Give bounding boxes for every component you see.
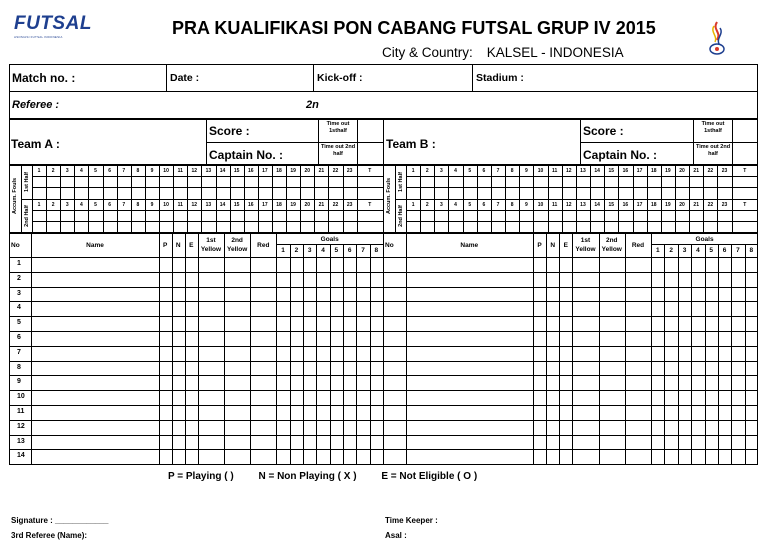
team-b-foul-number: 17 (636, 168, 643, 174)
team-a-foul-number: 22 (332, 168, 339, 174)
team-b-first-half-label: 1st Half (398, 172, 404, 192)
team-b-foul-number: 21 (693, 202, 699, 208)
team-b-goal-col-number: 1 (655, 247, 660, 254)
divider (330, 244, 331, 465)
team-a-foul-number: 13 (205, 168, 212, 174)
team-a-foul-number: 3 (65, 202, 69, 208)
team-a-foul-number: 9 (150, 202, 154, 208)
divider (370, 244, 371, 465)
team-a-foul-number: 2 (51, 168, 55, 174)
referee-label: Referee : (12, 99, 60, 111)
team-b-captain-label: Captain No. : (583, 148, 657, 162)
team-b-goal-col-number: 7 (736, 247, 740, 254)
team-a-col-first-yellow: 1st Yellow (200, 237, 222, 253)
divider (9, 346, 383, 347)
team-a-foul-number: 6 (108, 202, 112, 208)
team-a-foul-number: 18 (276, 168, 282, 174)
team-b-foul-number: 19 (665, 168, 671, 174)
divider (383, 257, 758, 258)
divider (625, 233, 626, 465)
divider (580, 142, 758, 143)
time-keeper-label: Time Keeper : (385, 516, 438, 525)
team-b-foul-number: 5 (468, 168, 472, 174)
divider (9, 361, 383, 362)
team-b-foul-number: 13 (580, 202, 586, 208)
roster-box (9, 233, 758, 465)
team-b-goal-col-number: 8 (749, 247, 754, 254)
pon-emblem-icon (706, 20, 728, 56)
divider (383, 375, 758, 376)
team-b-foul-number: 8 (510, 168, 514, 174)
divider (572, 233, 573, 465)
team-a-goal-col-number: 1 (281, 247, 285, 254)
team-a-foul-number: 9 (150, 168, 154, 174)
divider (9, 287, 383, 288)
team-b-foul-number: 18 (650, 202, 657, 208)
team-b-foul-number: 2 (425, 202, 429, 208)
team-b-foul-number: 4 (454, 168, 457, 174)
team-b-foul-number: 23 (721, 168, 728, 174)
team-a-timeout-1: Time out 1sthalf (326, 121, 350, 134)
divider (705, 244, 706, 465)
divider (9, 420, 383, 421)
team-b-foul-number: 7 (496, 168, 500, 174)
divider (745, 244, 746, 465)
divider (383, 435, 758, 436)
team-a-foul-number: 14 (219, 168, 226, 174)
team-b-foul-number: 21 (693, 168, 699, 174)
team-a-foul-number: 21 (318, 202, 325, 208)
team-a-foul-number: 16 (248, 202, 254, 208)
divider (9, 375, 383, 376)
team-b-foul-number: 6 (482, 168, 486, 174)
team-b-foul-number: 9 (524, 202, 528, 208)
team-a-second-half-label: 2nd Half (24, 205, 30, 227)
team-b-foul-number: 20 (679, 202, 685, 208)
team-a-label: Team A : (11, 137, 60, 151)
divider (159, 233, 160, 465)
divider (406, 176, 758, 177)
team-a-foul-number: 16 (248, 168, 254, 174)
team-a-row-number: 8 (17, 363, 21, 371)
divider (9, 390, 383, 391)
team-a-foul-number: 13 (205, 202, 212, 208)
team-a-foul-number: 11 (177, 168, 183, 174)
team-a-goal-col-number: 4 (321, 247, 325, 254)
team-a-goal-col-number: 6 (347, 247, 352, 254)
team-a-foul-total: T (368, 168, 372, 174)
team-a-foul-number: 14 (219, 202, 226, 208)
team-a-foul-number: 12 (191, 202, 198, 208)
legend-non-playing: N = Non Playing ( X ) (258, 471, 357, 482)
team-b-col-red: Red (631, 242, 645, 249)
team-b-foul-number: 18 (650, 168, 657, 174)
team-b-foul-total: T (743, 168, 747, 174)
team-a-foul-number: 8 (136, 202, 140, 208)
team-a-col-goals: Goals (320, 236, 339, 243)
team-b-goal-col-number: 4 (696, 247, 700, 254)
team-a-goal-col-number: 3 (307, 247, 312, 254)
team-b-foul-number: 11 (551, 202, 558, 208)
team-a-row-number: 5 (17, 319, 21, 327)
team-a-row-number: 1 (17, 260, 21, 267)
divider (32, 176, 383, 177)
divider (356, 244, 357, 465)
team-b-col-e: E (563, 242, 568, 249)
team-b-foul-total: T (743, 202, 747, 208)
legend (168, 471, 499, 482)
futsal-logo (14, 14, 94, 44)
team-b-foul-number: 3 (440, 168, 443, 174)
team-a-foul-number: 21 (318, 168, 325, 174)
date-label: Date : (170, 72, 200, 84)
team-a-goal-col-number: 8 (374, 247, 379, 254)
team-b-foul-number: 5 (468, 202, 472, 208)
divider (472, 64, 473, 91)
team-b-col-name: Name (460, 242, 479, 249)
divider (383, 390, 758, 391)
divider (313, 64, 314, 91)
team-b-col-no: No (385, 242, 394, 249)
team-a-foul-number: 7 (122, 168, 126, 174)
team-b-col-p: P (537, 242, 542, 249)
team-a-foul-number: 7 (122, 202, 126, 208)
team-a-row-number: 4 (17, 304, 21, 312)
team-a-score-label: Score : (209, 124, 250, 138)
team-a-col-n: N (175, 242, 181, 249)
team-b-foul-number: 3 (440, 202, 443, 208)
team-b-foul-number: 2 (425, 168, 429, 174)
logo-text: FUTSAL (14, 13, 92, 34)
team-b-foul-number: 9 (524, 168, 528, 174)
team-a-col-second-yellow: 2nd Yellow (227, 237, 248, 253)
team-b-foul-number: 13 (580, 168, 586, 174)
divider (533, 233, 534, 465)
team-b-foul-number: 12 (566, 168, 572, 174)
team-a-captain-label: Captain No. : (209, 148, 283, 162)
team-a-foul-number: 10 (163, 168, 169, 174)
team-a-goal-col-number: 2 (294, 247, 299, 254)
team-a-row-number: 13 (17, 437, 25, 445)
divider (32, 210, 383, 211)
divider (9, 91, 758, 92)
divider (31, 233, 32, 465)
team-a-foul-total: T (368, 202, 372, 208)
team-b-foul-number: 22 (707, 202, 714, 208)
team-a-foul-number: 3 (65, 168, 69, 174)
divider (678, 244, 679, 465)
divider (406, 210, 758, 211)
team-a-foul-number: 8 (136, 168, 140, 174)
divider (599, 233, 600, 465)
divider (303, 244, 304, 465)
team-a-col-red: Red (257, 242, 270, 249)
divider (691, 244, 692, 465)
team-b-col-second-yellow: 2nd Yellow (601, 237, 622, 253)
team-b-foul-number: 14 (594, 202, 600, 208)
divider (224, 233, 225, 465)
team-b-second-half-label: 2nd Half (398, 205, 404, 227)
team-b-foul-number: 16 (622, 202, 629, 208)
divider (9, 435, 383, 436)
team-b-score-label: Score : (583, 124, 624, 138)
divider (546, 233, 547, 465)
divider (406, 187, 758, 188)
team-a-foul-number: 4 (80, 202, 83, 208)
divider (383, 420, 758, 421)
city-value: KALSEL - INDONESIA (486, 45, 624, 60)
divider (166, 64, 167, 91)
team-a-row-number: 14 (17, 452, 25, 460)
team-b-foul-number: 23 (721, 202, 728, 208)
kickoff-label: Kick-off : (317, 72, 363, 84)
team-a-foul-number: 23 (346, 202, 353, 208)
team-a-foul-number: 19 (290, 202, 296, 208)
team-b-goal-col-number: 2 (669, 247, 673, 254)
team-b-foul-number: 4 (454, 202, 457, 208)
team-a-row-number: 11 (17, 408, 25, 415)
team-a-foul-number: 17 (262, 202, 268, 208)
team-b-accum-fouls-label: Accum. Fouls (386, 177, 392, 215)
team-b-goal-col-number: 5 (709, 247, 714, 254)
team-a-foul-number: 15 (233, 168, 240, 174)
divider (9, 257, 383, 258)
divider (198, 233, 199, 465)
team-a-col-p: P (162, 242, 168, 249)
team-b-foul-number: 6 (482, 202, 486, 208)
team-a-foul-number: 1 (37, 168, 41, 174)
team-b-col-goals: Goals (695, 236, 714, 243)
divider (731, 244, 732, 465)
team-a-goal-col-number: 5 (334, 247, 339, 254)
team-a-col-no: No (11, 242, 20, 249)
team-b-foul-number: 12 (566, 202, 572, 208)
divider (9, 331, 383, 332)
team-a-foul-number: 4 (80, 168, 83, 174)
divider (406, 221, 758, 222)
team-a-accum-fouls-label: Accum. Fouls (12, 177, 18, 215)
asal-label: Asal : (385, 531, 407, 540)
team-b-label: Team B : (386, 137, 436, 151)
team-a-foul-number: 15 (233, 202, 240, 208)
team-a-row-number: 7 (17, 348, 21, 356)
divider (32, 221, 383, 222)
signature-field: Signature : ____________ (11, 516, 109, 525)
divider (383, 346, 758, 347)
second-referee-label: 2n (306, 99, 319, 111)
team-a-foul-number: 11 (177, 202, 183, 208)
team-a-row-number: 2 (17, 274, 21, 282)
team-a-row-number: 10 (17, 393, 25, 401)
divider (718, 244, 719, 465)
team-a-foul-number: 5 (94, 168, 97, 174)
team-b-goal-col-number: 3 (682, 247, 687, 254)
divider (383, 331, 758, 332)
third-referee-label: 3rd Referee (Name): (11, 531, 88, 540)
team-b-foul-number: 1 (411, 202, 415, 208)
team-b-col-n: N (550, 242, 556, 249)
team-b-foul-number: 10 (537, 202, 544, 208)
team-a-row-number: 6 (17, 334, 21, 341)
divider (383, 301, 758, 302)
team-a-foul-number: 20 (304, 202, 311, 208)
team-a-foul-number: 10 (163, 202, 169, 208)
logo-subtitle: ASOSIASI FUTSAL INDONESIA (14, 35, 63, 39)
divider (383, 316, 758, 317)
divider (290, 244, 291, 465)
divider (9, 301, 383, 302)
team-b-foul-number: 20 (679, 168, 685, 174)
team-a-foul-number: 20 (304, 168, 311, 174)
divider (406, 233, 407, 465)
city-label: City & Country: (382, 45, 473, 60)
team-a-foul-number: 19 (290, 168, 296, 174)
team-b-goal-col-number: 6 (722, 247, 727, 254)
team-b-foul-number: 11 (551, 168, 558, 174)
team-b-foul-number: 7 (496, 202, 500, 208)
legend-not-eligible: E = Not Eligible ( O ) (381, 471, 478, 482)
divider (206, 142, 383, 143)
divider (32, 187, 383, 188)
team-a-foul-number: 6 (108, 168, 112, 174)
team-b-foul-number: 17 (636, 202, 643, 208)
divider (383, 449, 758, 450)
team-b-foul-number: 22 (707, 168, 714, 174)
page-title: PRA KUALIFIKASI PON CABANG FUTSAL GRUP IV 2015 (172, 18, 656, 38)
divider (343, 244, 344, 465)
team-b-foul-number: 15 (608, 168, 615, 174)
team-a-row-number: 9 (17, 378, 21, 386)
team-b-timeout-1: Time out 1sthalf (701, 121, 725, 134)
divider (383, 405, 758, 406)
team-a-foul-number: 23 (346, 168, 353, 174)
divider (250, 233, 251, 465)
team-a-foul-number: 1 (37, 202, 41, 208)
team-a-foul-number: 18 (276, 202, 282, 208)
divider (9, 272, 383, 273)
legend-playing: P = Playing ( ) (168, 471, 234, 482)
team-b-foul-number: 16 (622, 168, 629, 174)
divider (9, 316, 383, 317)
team-a-goal-col-number: 7 (361, 247, 365, 254)
match-no-label: Match no. : (12, 71, 76, 85)
team-b-foul-number: 15 (608, 202, 615, 208)
divider (559, 233, 560, 465)
team-a-foul-number: 22 (332, 202, 339, 208)
team-b-foul-number: 8 (510, 202, 514, 208)
divider (172, 233, 173, 465)
divider (276, 233, 277, 465)
team-a-col-e: E (189, 242, 194, 249)
team-b-timeout-2: Time out 2nd half (695, 144, 731, 157)
team-a-foul-number: 2 (51, 202, 55, 208)
team-a-first-half-label: 1st Half (24, 172, 30, 192)
team-b-foul-number: 1 (411, 168, 415, 174)
team-b-col-first-yellow: 1st Yellow (575, 237, 596, 253)
divider (9, 405, 383, 406)
divider (383, 287, 758, 288)
divider (9, 449, 383, 450)
team-a-foul-number: 5 (94, 202, 97, 208)
team-a-foul-number: 12 (191, 168, 198, 174)
divider (651, 233, 652, 465)
team-a-row-number: 3 (17, 289, 21, 297)
team-b-foul-number: 19 (665, 202, 671, 208)
divider (383, 361, 758, 362)
team-b-foul-number: 10 (537, 168, 544, 174)
team-a-foul-number: 17 (262, 168, 268, 174)
team-a-timeout-2: Time out 2nd half (320, 144, 356, 157)
city-country (382, 45, 624, 60)
divider (185, 233, 186, 465)
divider (383, 272, 758, 273)
divider (664, 244, 665, 465)
divider (316, 244, 317, 465)
team-b-foul-number: 14 (594, 168, 600, 174)
stadium-label: Stadium : (476, 72, 524, 84)
team-a-col-name: Name (86, 242, 104, 249)
team-a-row-number: 12 (17, 422, 25, 430)
